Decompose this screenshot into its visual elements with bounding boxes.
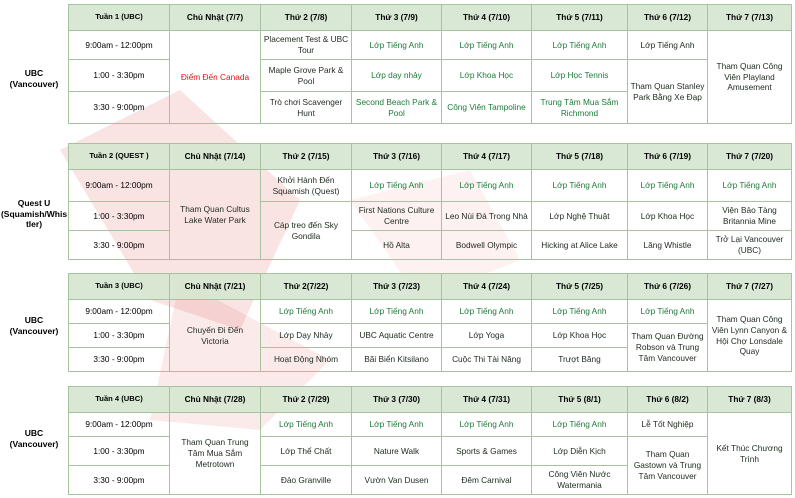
time-slot: 3:30 - 9:00pm — [69, 466, 170, 495]
day-header: Thứ 2 (7/29) — [261, 387, 352, 413]
activity-cell: Leo Núi Đá Trong Nhà — [442, 202, 532, 231]
schedule-table-week-3 — [68, 273, 792, 372]
activity-cell: Lớp Tiếng Anh — [532, 413, 628, 437]
day-header: Thứ 5 (7/11) — [532, 5, 628, 31]
time-slot: 3:30 - 9:00pm — [69, 92, 170, 124]
day-header: Thứ 4 (7/17) — [442, 144, 532, 170]
day-header: Thứ 2(7/22) — [261, 274, 352, 300]
day-header: Chủ Nhật (7/21) — [170, 274, 261, 300]
activity-cell: UBC Aquatic Centre — [352, 324, 442, 348]
day-header: Thứ 7 (8/3) — [708, 387, 792, 413]
week-header: Tuần 1 (UBC) — [69, 5, 170, 31]
activity-cell: Lớp Dạy Nhảy — [261, 324, 352, 348]
activity-cell: Lớp Tiếng Anh — [442, 170, 532, 202]
day-header: Thứ 7 (7/13) — [708, 5, 792, 31]
activity-cell: Tham Quan Đường Robson và Trung Tâm Vancouver — [628, 324, 708, 372]
activity-cell: Lớp Tiếng Anh — [352, 31, 442, 60]
activity-cell: Lớp Tiếng Anh — [352, 170, 442, 202]
activity-cell: Placement Test & UBC Tour — [261, 31, 352, 60]
week-location: Quest U (Squamish/Whis tler) — [0, 198, 68, 230]
activity-cell: Lớp Khoa Học — [628, 202, 708, 231]
activity-cell: Đêm Carnival — [442, 466, 532, 495]
day-header: Thứ 2 (7/15) — [261, 144, 352, 170]
activity-cell: Lớp Diễn Kịch — [532, 437, 628, 466]
day-header: Chủ Nhật (7/14) — [170, 144, 261, 170]
time-slot: 3:30 - 9:00pm — [69, 348, 170, 372]
activity-cell: Second Beach Park & Pool — [352, 92, 442, 124]
week-header: Tuần 3 (UBC) — [69, 274, 170, 300]
day-header: Thứ 4 (7/24) — [442, 274, 532, 300]
sunday-activity: Chuyến Đi Đến Victoria — [170, 300, 261, 372]
activity-cell: Hicking at Alice Lake — [532, 231, 628, 260]
activity-cell: Viện Bảo Tàng Britannia Mine — [708, 202, 792, 231]
sunday-activity: Tham Quan Cultus Lake Water Park — [170, 170, 261, 260]
day-header: Thứ 2 (7/8) — [261, 5, 352, 31]
activity-cell: Lớp Khoa Học — [442, 60, 532, 92]
activity-cell: Hồ Alta — [352, 231, 442, 260]
activity-cell: Lớp Nghệ Thuật — [532, 202, 628, 231]
activity-cell: Cáp treo đến Sky Gondila — [261, 202, 352, 260]
activity-cell: Lớp Tiếng Anh — [442, 31, 532, 60]
time-slot: 1:00 - 3:30pm — [69, 324, 170, 348]
activity-cell: Sports & Games — [442, 437, 532, 466]
activity-cell: Lớp Khoa Học — [532, 324, 628, 348]
day-header: Thứ 7 (7/27) — [708, 274, 792, 300]
activity-cell: Lớp Tiếng Anh — [532, 170, 628, 202]
day-header: Thứ 6 (7/26) — [628, 274, 708, 300]
activity-cell: Lớp Tiếng Anh — [352, 413, 442, 437]
day-header: Chủ Nhật (7/7) — [170, 5, 261, 31]
week-header: Tuần 4 (UBC) — [69, 387, 170, 413]
week-header: Tuần 2 (QUEST ) — [69, 144, 170, 170]
activity-cell: Lớp Tiếng Anh — [442, 413, 532, 437]
week-location: UBC (Vancouver) — [9, 68, 59, 89]
activity-cell: Vườn Van Dusen — [352, 466, 442, 495]
time-slot: 9:00am - 12:00pm — [69, 170, 170, 202]
activity-cell: Lớp Tiếng Anh — [352, 300, 442, 324]
time-slot: 3:30 - 9:00pm — [69, 231, 170, 260]
saturday-activity: Tham Quan Công Viên Lynn Canyon & Hội Chợ Lonsdale Quay — [708, 300, 792, 372]
activity-cell: Hoạt Động Nhóm — [261, 348, 352, 372]
activity-cell: Lớp Tiếng Anh — [628, 170, 708, 202]
activity-cell: Trở Lại Vancouver (UBC) — [708, 231, 792, 260]
time-slot: 1:00 - 3:30pm — [69, 202, 170, 231]
schedule-table-week-4 — [68, 386, 792, 495]
time-slot: 1:00 - 3:30pm — [69, 437, 170, 466]
day-header: Thứ 7 (7/20) — [708, 144, 792, 170]
day-header: Thứ 3 (7/16) — [352, 144, 442, 170]
activity-cell: Maple Grove Park & Pool — [261, 60, 352, 92]
day-header: Thứ 3 (7/30) — [352, 387, 442, 413]
activity-cell: Lớp Yoga — [442, 324, 532, 348]
activity-cell: Nature Walk — [352, 437, 442, 466]
activity-cell: Trò chơi Scavenger Hunt — [261, 92, 352, 124]
activity-cell: Bãi Biển Kitsilano — [352, 348, 442, 372]
activity-cell: Khởi Hành Đến Squamish (Quest) — [261, 170, 352, 202]
day-header: Chủ Nhật (7/28) — [170, 387, 261, 413]
activity-cell: Bodwell Olympic — [442, 231, 532, 260]
activity-cell: Đảo Granville — [261, 466, 352, 495]
activity-cell: Lớp Tiếng Anh — [628, 31, 708, 60]
time-slot: 9:00am - 12:00pm — [69, 300, 170, 324]
day-header: Thứ 4 (7/31) — [442, 387, 532, 413]
saturday-activity: Tham Quan Công Viên Playland Amusement — [708, 31, 792, 124]
activity-cell: Cuộc Thi Tài Năng — [442, 348, 532, 372]
day-header: Thứ 3 (7/23) — [352, 274, 442, 300]
week-location: UBC (Vancouver) — [9, 315, 59, 336]
day-header: Thứ 3 (7/9) — [352, 5, 442, 31]
activity-cell: Tham Quan Stanley Park Bằng Xe Đạp — [628, 60, 708, 124]
time-slot: 9:00am - 12:00pm — [69, 413, 170, 437]
sunday-activity: Điểm Đến Canada — [170, 31, 261, 124]
day-header: Thứ 4 (7/10) — [442, 5, 532, 31]
activity-cell: First Nations Culture Centre — [352, 202, 442, 231]
activity-cell: Lễ Tốt Nghiệp — [628, 413, 708, 437]
schedule-table-week-1 — [68, 4, 792, 124]
sunday-activity: Tham Quan Trung Tâm Mua Sắm Metrotown — [170, 413, 261, 495]
day-header: Thứ 6 (7/19) — [628, 144, 708, 170]
activity-cell: Công Viên Tampoline — [442, 92, 532, 124]
day-header: Thứ 5 (8/1) — [532, 387, 628, 413]
activity-cell: Lớp Tiếng Anh — [532, 300, 628, 324]
schedule-table-week-2 — [68, 143, 792, 260]
activity-cell: Lớp Tiếng Anh — [261, 300, 352, 324]
activity-cell: Lớp Tiếng Anh — [628, 300, 708, 324]
week-location: UBC (Vancouver) — [9, 428, 59, 449]
day-header: Thứ 6 (7/12) — [628, 5, 708, 31]
activity-cell: Công Viên Nước Watermania — [532, 466, 628, 495]
activity-cell: Lớp Tiếng Anh — [442, 300, 532, 324]
activity-cell: Trung Tâm Mua Sắm Richmond — [532, 92, 628, 124]
day-header: Thứ 5 (7/25) — [532, 274, 628, 300]
saturday-activity: Kết Thúc Chương Trình — [708, 413, 792, 495]
day-header: Thứ 5 (7/18) — [532, 144, 628, 170]
activity-cell: Lớp Học Tennis — [532, 60, 628, 92]
activity-cell: Lớp Tiếng Anh — [532, 31, 628, 60]
activity-cell: Lớp Tiếng Anh — [708, 170, 792, 202]
activity-cell: Lớp dạy nhảy — [352, 60, 442, 92]
day-header: Thứ 6 (8/2) — [628, 387, 708, 413]
time-slot: 9:00am - 12:00pm — [69, 31, 170, 60]
activity-cell: Lớp Tiếng Anh — [261, 413, 352, 437]
activity-cell: Lăng Whistle — [628, 231, 708, 260]
activity-cell: Tham Quan Gastown và Trung Tâm Vancouver — [628, 437, 708, 495]
activity-cell: Lớp Thể Chất — [261, 437, 352, 466]
activity-cell: Trượt Băng — [532, 348, 628, 372]
time-slot: 1:00 - 3:30pm — [69, 60, 170, 92]
